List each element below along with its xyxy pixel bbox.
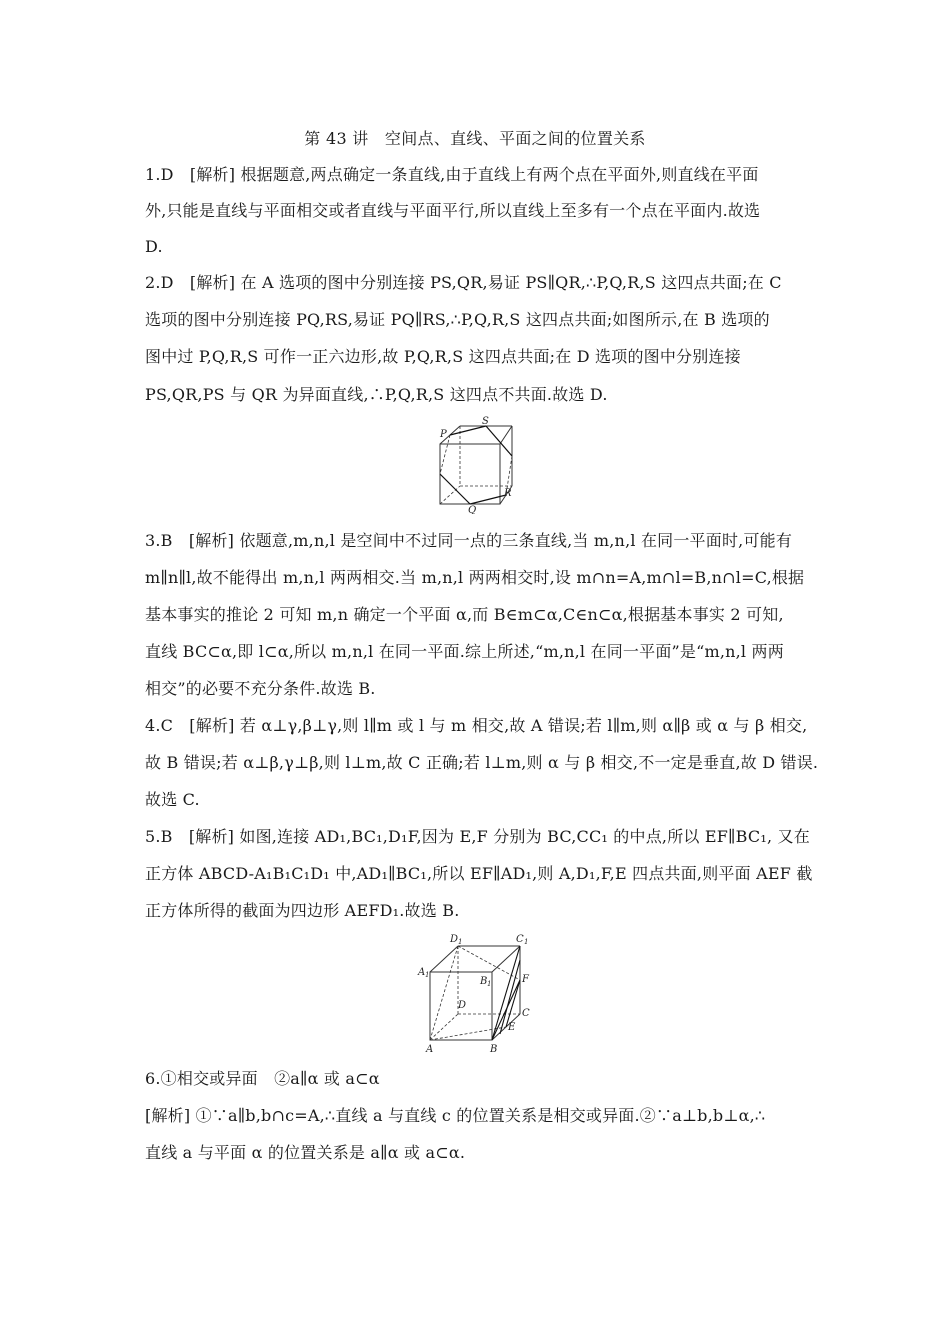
q4-line-1: 4.C [解析] 若 α⊥γ,β⊥γ,则 l∥m 或 l 与 m 相交,故 A 错误;若 l∥m,则 α∥β 或 α 与 β 相交, [145, 716, 808, 735]
q3-line-3: 基本事实的推论 2 可知 m,n 确定一个平面 α,而 B∈m⊂α,C∈n⊂α,根据基本事实 2 可知, [145, 605, 784, 624]
q5-line-3: 正方体所得的截面为四边形 AEFD₁.故选 B. [145, 901, 460, 920]
label-A1-sub: 1 [425, 971, 430, 979]
q3-line-1: 3.B [解析] 依题意,m,n,l 是空间中不过同一点的三条直线,当 m,n,l 在同一平面时,可能有 [145, 531, 793, 550]
q6-line-2: [解析] ①∵a∥b,b∩c=A,∴直线 a 与直线 c 的位置关系是相交或异面.②∵a⊥b,b⊥α,∴ [145, 1106, 766, 1125]
q1-line-2: 外,只能是直线与平面相交或者直线与平面平行,所以直线上至多有一个点在平面内.故选 [145, 201, 761, 220]
label-D: D [458, 1000, 467, 1011]
label-D1: D [450, 934, 459, 945]
label-D1-sub: 1 [458, 938, 463, 946]
q5-line-1: 5.B [解析] 如图,连接 AD₁,BC₁,D₁F,因为 E,F 分别为 BC,CC₁ 的中点,所以 EF∥BC₁, 又在 [145, 827, 810, 846]
q2-line-3: 图中过 P,Q,R,S 可作一正六边形,故 P,Q,R,S 这四点共面;在 D 选项的图中分别连接 [145, 347, 741, 366]
q1-line-1: 1.D [解析] 根据题意,两点确定一条直线,由于直线上有两个点在平面外,则直线在平面 [145, 165, 759, 184]
label-Q: Q [468, 505, 477, 514]
label-S: S [482, 416, 489, 427]
q1-line-3: D. [145, 237, 163, 256]
label-C: C [522, 1008, 530, 1019]
label-A1: A [418, 967, 426, 978]
label-F: F [522, 974, 529, 985]
label-P: P [440, 429, 447, 440]
q2-line-1: 2.D [解析] 在 A 选项的图中分别连接 PS,QR,易证 PS∥QR,∴P,Q,R,S 这四点共面;在 C [145, 273, 782, 292]
label-C1-sub: 1 [524, 938, 529, 946]
label-R: R [504, 488, 512, 499]
page-title: 第 43 讲 空间点、直线、平面之间的位置关系 [304, 129, 646, 148]
label-B1-sub: 1 [487, 980, 492, 988]
figure-cube-section [414, 930, 538, 1054]
q4-line-3: 故选 C. [145, 790, 200, 809]
q6-line-3: 直线 a 与平面 α 的位置关系是 a∥α 或 a⊂α. [145, 1143, 466, 1162]
q2-line-4: PS,QR,PS 与 QR 为异面直线,∴P,Q,R,S 这四点不共面.故选 D. [145, 385, 608, 404]
label-A: A [426, 1044, 434, 1054]
q5-line-2: 正方体 ABCD-A₁B₁C₁D₁ 中,AD₁∥BC₁,所以 EF∥AD₁,则 A,D₁,F,E 四点共面,则平面 AEF 截 [145, 864, 813, 883]
q3-line-2: m∥n∥l,故不能得出 m,n,l 两两相交.当 m,n,l 两两相交时,设 m∩n=A,m∩l=B,n∩l=C,根据 [145, 568, 805, 587]
q6-line-1: 6.①相交或异面 ②a∥α 或 a⊂α [145, 1069, 380, 1088]
figure-cube-hexagon [432, 416, 522, 514]
label-C1: C [516, 934, 524, 945]
q3-line-5: 相交”的必要不充分条件.故选 B. [145, 679, 376, 698]
label-E: E [508, 1022, 516, 1033]
q4-line-2: 故 B 错误;若 α⊥β,γ⊥β,则 l⊥m,故 C 正确;若 l⊥m,则 α 与 β 相交,不一定是垂直,故 D 错误. [145, 753, 819, 772]
q2-line-2: 选项的图中分别连接 PQ,RS,易证 PQ∥RS,∴P,Q,R,S 这四点共面;如图所示,在 B 选项的 [145, 310, 770, 329]
q3-line-4: 直线 BC⊂α,即 l⊂α,所以 m,n,l 在同一平面.综上所述,“m,n,l 在同一平面”是“m,n,l 两两 [145, 642, 784, 661]
label-B1: B [480, 976, 488, 987]
label-B: B [490, 1044, 498, 1054]
